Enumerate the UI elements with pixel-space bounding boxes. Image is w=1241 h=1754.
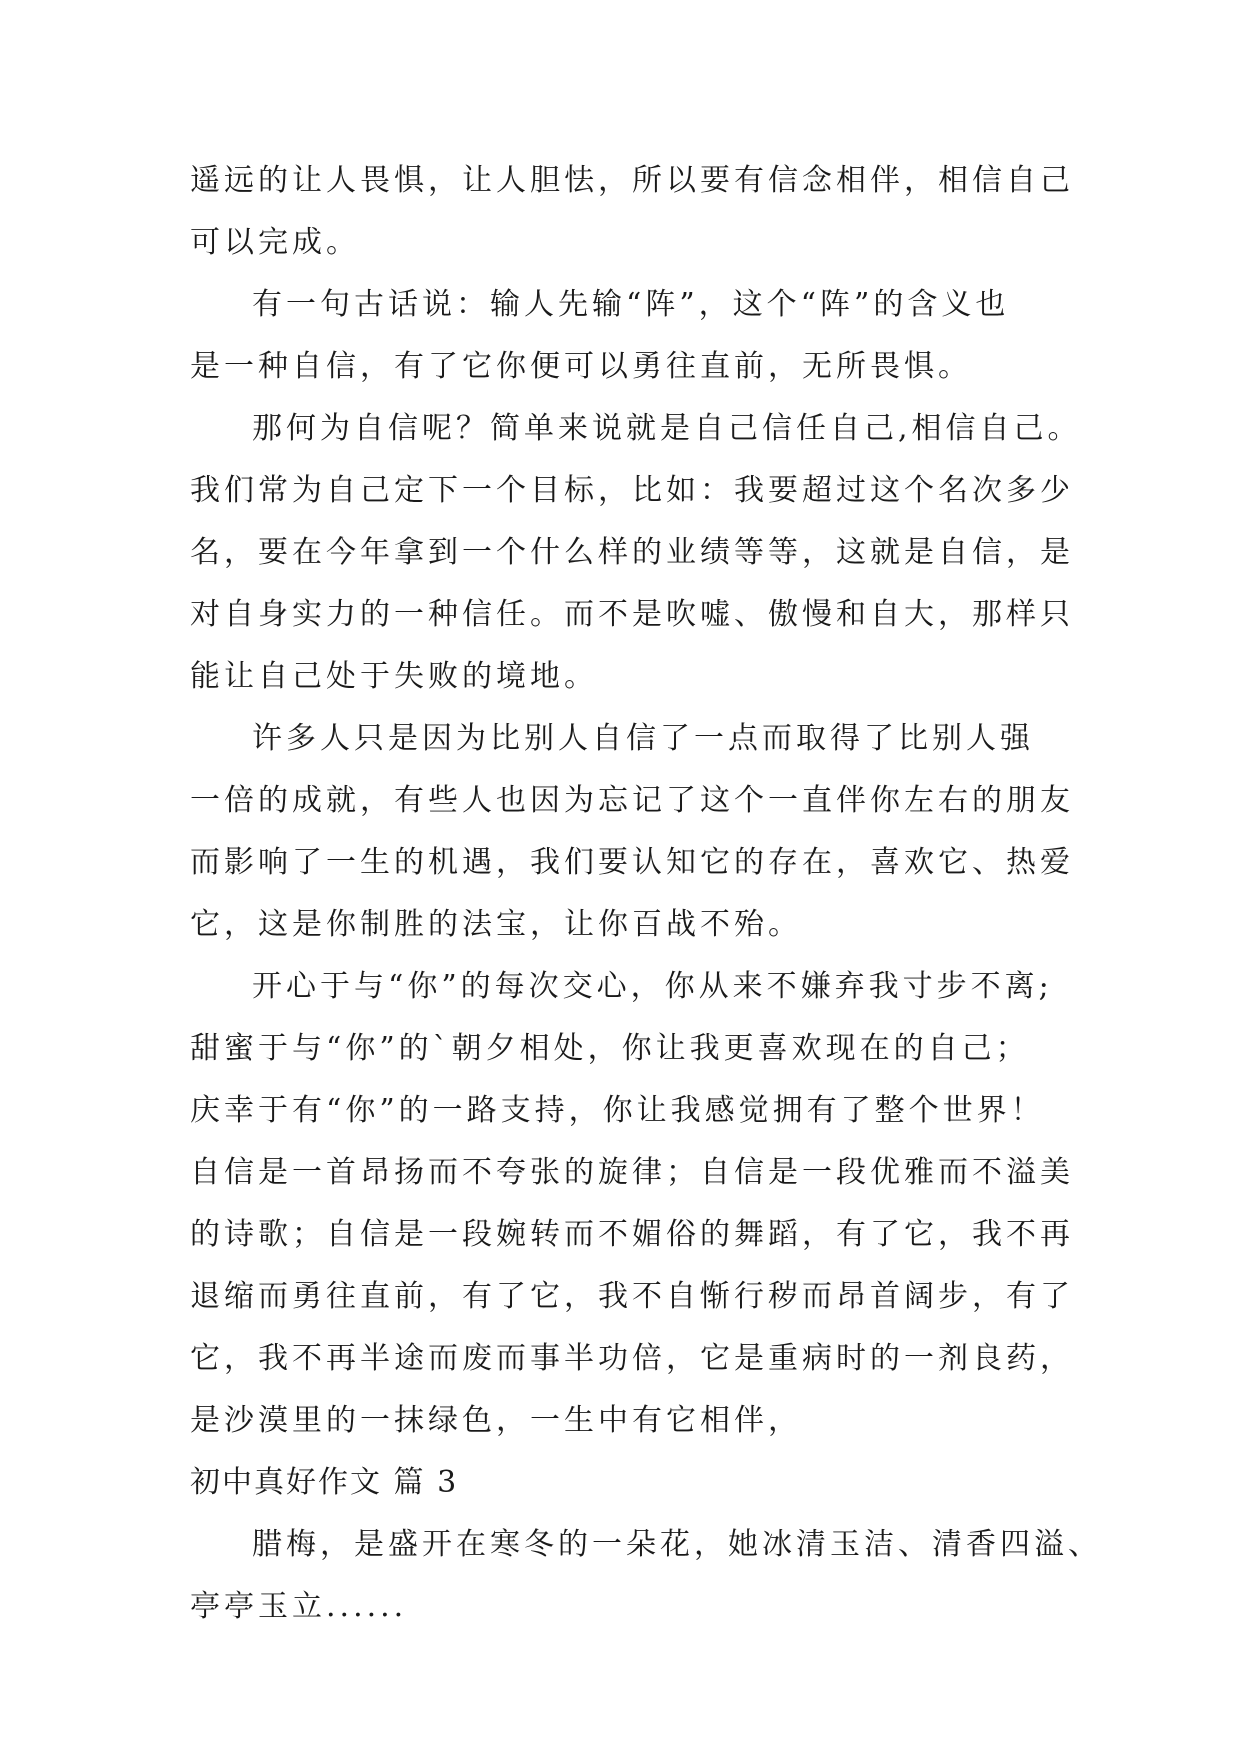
text-line: 它，这是你制胜的法宝，让你百战不殆。	[190, 907, 802, 942]
text-line: 一倍的成就，有些人也因为忘记了这个一直伴你左右的朋友	[190, 783, 1074, 818]
document-body	[190, 150, 1102, 1638]
text-line: 那何为自信呢？简单来说就是自己信任自己,相信自己。	[252, 411, 1082, 446]
text-line: 腊梅，是盛开在寒冬的一朵花，她冰清玉洁、清香四溢、	[252, 1527, 1102, 1562]
text-line: 亭亭玉立......	[190, 1589, 408, 1624]
text-line: 是沙漠里的一抹绿色，一生中有它相伴，	[190, 1403, 802, 1438]
text-line: 是一种自信，有了它你便可以勇往直前，无所畏惧。	[190, 349, 972, 384]
text-line: 的诗歌；自信是一段婉转而不媚俗的舞蹈，有了它，我不再	[190, 1217, 1074, 1252]
text-line: 有一句古话说：输人先输“阵”，这个“阵”的含义也	[252, 287, 1010, 322]
text-line: 庆幸于有“你”的一路支持，你让我感觉拥有了整个世界！	[190, 1093, 1045, 1128]
text-line: 对自身实力的一种信任。而不是吹嘘、傲慢和自大，那样只	[190, 597, 1074, 632]
text-line: 可以完成。	[190, 225, 360, 260]
text-line: 而影响了一生的机遇，我们要认知它的存在，喜欢它、热爱	[190, 845, 1074, 880]
text-line: 能让自己处于失败的境地。	[190, 659, 598, 694]
text-line: 名，要在今年拿到一个什么样的业绩等等，这就是自信，是	[190, 535, 1074, 570]
text-line: 我们常为自己定下一个目标，比如：我要超过这个名次多少	[190, 473, 1074, 508]
text-line: 许多人只是因为比别人自信了一点而取得了比别人强	[252, 721, 1034, 756]
section-heading: 初中真好作文 篇 3	[190, 1465, 459, 1500]
text-line: 退缩而勇往直前，有了它，我不自惭行秽而昂首阔步，有了	[190, 1279, 1074, 1314]
text-line: 甜蜜于与“你”的`朝夕相处，你让我更喜欢现在的自己；	[190, 1031, 1030, 1066]
text-line: 开心于与“你”的每次交心，你从来不嫌弃我寸步不离;	[252, 969, 1053, 1004]
text-line: 它，我不再半途而废而事半功倍，它是重病时的一剂良药，	[190, 1341, 1074, 1376]
text-line: 遥远的让人畏惧，让人胆怯，所以要有信念相伴，相信自己	[190, 163, 1074, 198]
text-line: 自信是一首昂扬而不夸张的旋律；自信是一段优雅而不溢美	[190, 1155, 1074, 1190]
